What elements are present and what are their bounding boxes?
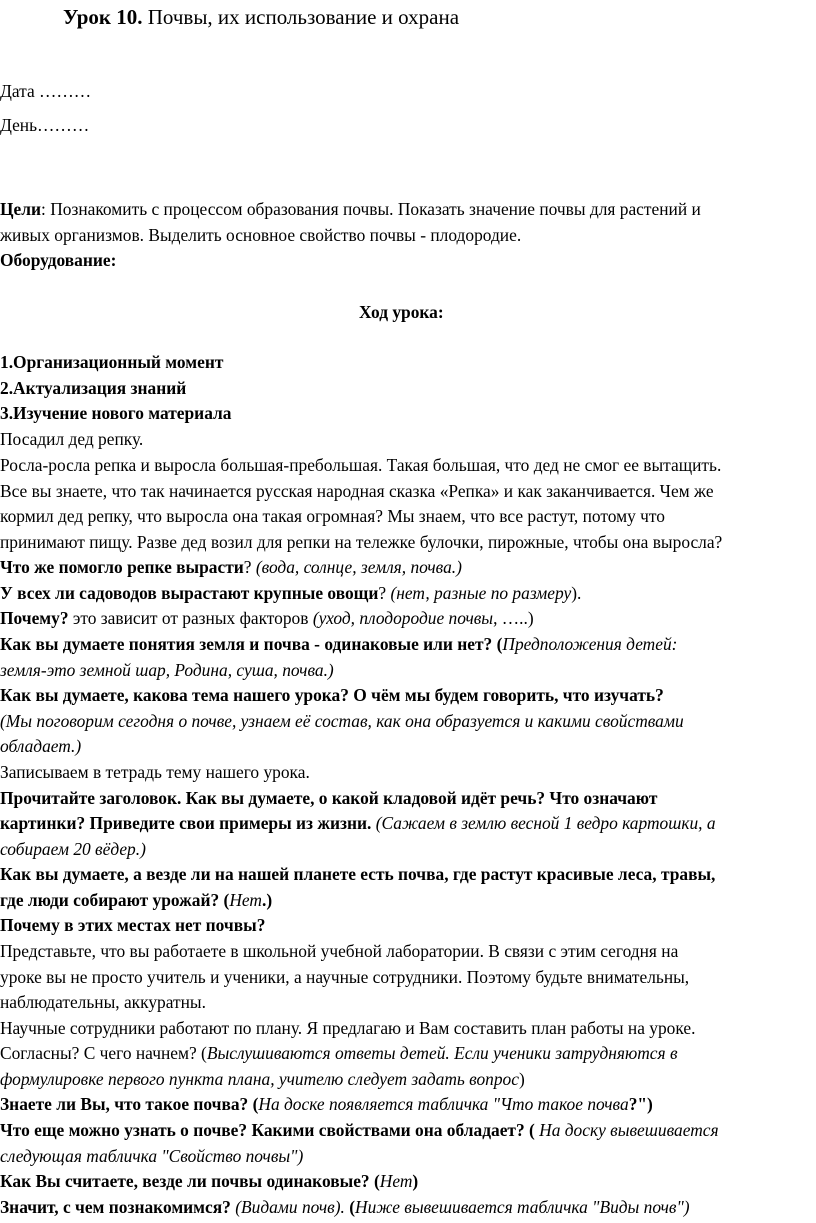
- question-4: Как вы думаете понятия земля и почва - одинаковые или нет? (Предположения детей:: [0, 634, 678, 654]
- notebook-line: Записываем в тетрадь тему нашего урока.: [0, 762, 310, 782]
- lab-line-2: уроке вы не просто учитель и ученики, а научные сотрудники. Поэтому будьте внимательны,: [0, 967, 690, 987]
- question-6-line-3: собираем 20 вёдер.): [0, 839, 146, 859]
- goals-line-1: Цели: Познакомить с процессом образования почвы. Показать значение почвы для растений и: [0, 199, 701, 219]
- question-4-answer: земля-это земной шар, Родина, суша, почва.): [0, 660, 334, 680]
- story-line-4: кормил дед репку, что выросла она такая огромная? Мы знаем, что все растут, потому что: [0, 506, 665, 526]
- question-5: Как вы думаете, какова тема нашего урока? О чём мы будем говорить, что изучать?: [0, 685, 664, 705]
- question-12: Значит, с чем познакомимся? (Видами почв). (Ниже вывешивается табличка "Виды почв"): [0, 1197, 690, 1217]
- stage-1: 1.Организационный момент: [0, 352, 224, 372]
- question-5-answer-2: обладает.): [0, 736, 82, 756]
- story-line-1: Посадил дед репку.: [0, 429, 144, 449]
- date-line: Дата ………: [0, 81, 92, 101]
- course-heading: Ход урока:: [359, 302, 444, 322]
- story-line-3: Все вы знаете, что так начинается русская народная сказка «Репка» и как заканчивается. Чем же: [0, 481, 714, 501]
- story-line-2: Росла-росла репка и выросла большая-пребольшая. Такая большая, что дед не смог ее вытащить.: [0, 455, 722, 475]
- stage-3: 3.Изучение нового материала: [0, 403, 232, 423]
- question-6-line-2: картинки? Приведите свои примеры из жизни. (Сажаем в землю весной 1 ведро картошки, а: [0, 813, 716, 833]
- plan-line-2: Согласны? С чего начнем? (Выслушиваются ответы детей. Если ученики затрудняются в: [0, 1043, 678, 1063]
- question-10-note: следующая табличка "Свойство почвы"): [0, 1146, 304, 1166]
- question-2: У всех ли садоводов вырастают крупные овощи? (нет, разные по размеру).: [0, 583, 582, 603]
- goals-line-2: живых организмов. Выделить основное свойство почвы - плодородие.: [0, 225, 522, 245]
- question-3: Почему? это зависит от разных факторов (уход, плодородие почвы, …..): [0, 608, 534, 628]
- question-10: Что еще можно узнать о почве? Какими свойствами она обладает? ( На доску вывешивается: [0, 1120, 719, 1140]
- lesson-title: Урок 10. Почвы, их использование и охрана: [63, 5, 460, 29]
- plan-line-1: Научные сотрудники работают по плану. Я предлагаю и Вам составить план работы на уроке.: [0, 1018, 696, 1038]
- plan-line-3: формулировке первого пункта плана, учителю следует задать вопрос): [0, 1069, 525, 1089]
- question-8: Почему в этих местах нет почвы?: [0, 915, 266, 935]
- question-11: Как Вы считаете, везде ли почвы одинаковые? (Нет): [0, 1171, 419, 1191]
- question-9: Знаете ли Вы, что такое почва? (На доске появляется табличка "Что такое почва?"): [0, 1094, 653, 1114]
- day-line: День………: [0, 115, 90, 135]
- question-1: Что же помогло репке вырасти? (вода, солнце, земля, почва.): [0, 557, 462, 577]
- question-5-answer-1: (Мы поговорим сегодня о почве, узнаем её состав, как она образуется и какими свойствами: [0, 711, 684, 731]
- story-line-5: принимают пищу. Разве дед возил для репки на тележке булочки, пирожные, чтобы она выросла?: [0, 532, 723, 552]
- equipment-heading: Оборудование:: [0, 250, 117, 270]
- question-7-line-1: Как вы думаете, а везде ли на нашей планете есть почва, где растут красивые леса, травы,: [0, 864, 716, 884]
- question-6-line-1: Прочитайте заголовок. Как вы думаете, о какой кладовой идёт речь? Что означают: [0, 788, 658, 808]
- lab-line-3: наблюдательны, аккуратны.: [0, 992, 206, 1012]
- question-7-line-2: где люди собирают урожай? (Нет.): [0, 890, 273, 910]
- stage-2: 2.Актуализация знаний: [0, 378, 187, 398]
- lab-line-1: Представьте, что вы работаете в школьной учебной лаборатории. В связи с этим сегодня на: [0, 941, 679, 961]
